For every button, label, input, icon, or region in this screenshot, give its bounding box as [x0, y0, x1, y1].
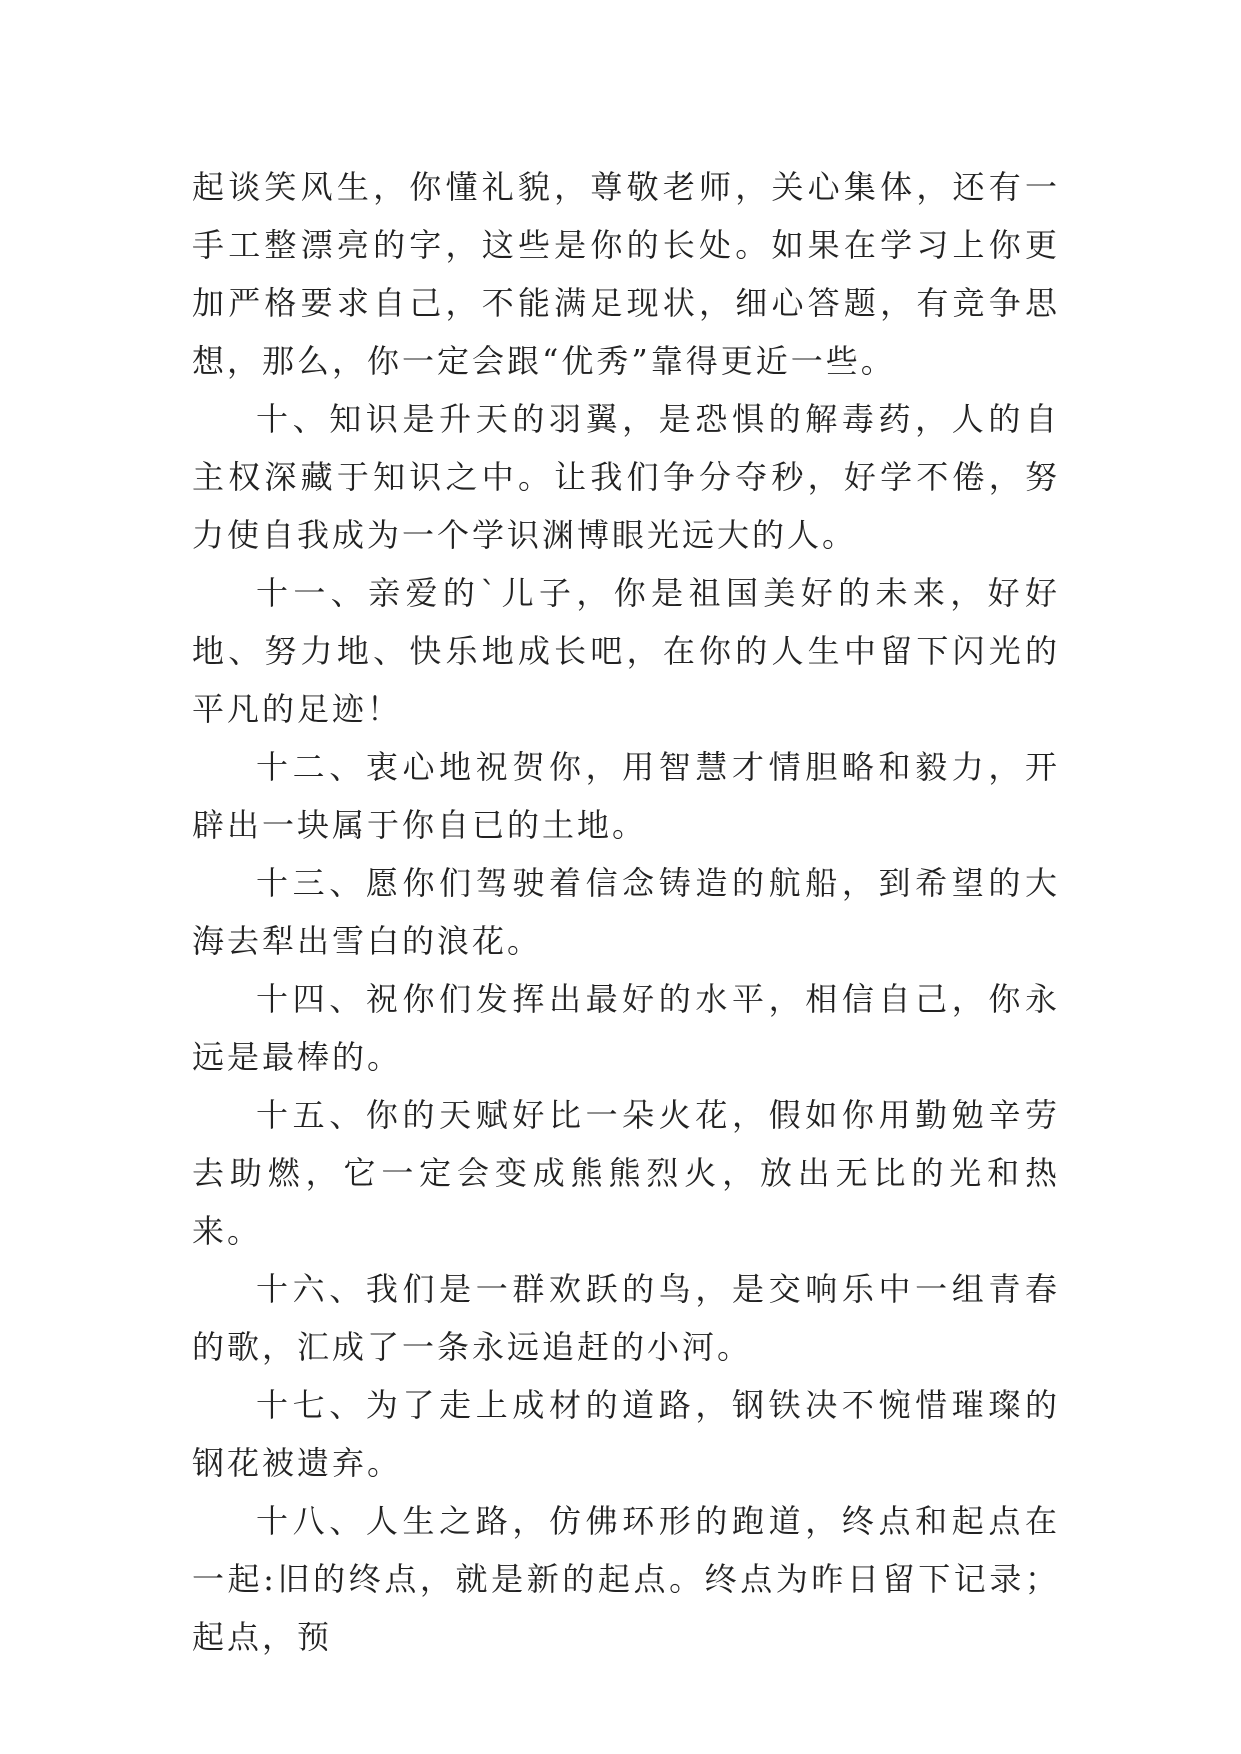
paragraph-13: 十三、愿你们驾驶着信念铸造的航船，到希望的大海去犁出雪白的浪花。	[192, 864, 1060, 960]
paragraph-15: 十五、你的天赋好比一朵火花，假如你用勤勉辛劳去助燃，它一定会变成熊熊烈火，放出无比的光和热来。	[192, 1096, 1060, 1250]
paragraph-18: 十八、人生之路，仿佛环形的跑道，终点和起点在一起:旧的终点，就是新的起点。终点为昨日留下记录；起点，预	[192, 1502, 1060, 1656]
paragraph-11: 十一、亲爱的`儿子，你是祖国美好的未来，好好地、努力地、快乐地成长吧，在你的人生中留下闪光的平凡的足迹！	[192, 574, 1060, 728]
paragraph-12: 十二、衷心地祝贺你，用智慧才情胆略和毅力，开辟出一块属于你自已的土地。	[192, 748, 1060, 844]
paragraph-10: 十、知识是升天的羽翼，是恐惧的解毒药，人的自主权深藏于知识之中。让我们争分夺秒，好学不倦，努力使自我成为一个学识渊博眼光远大的人。	[192, 400, 1060, 554]
document-body	[192, 158, 1060, 1666]
paragraph-17: 十七、为了走上成材的道路，钢铁决不惋惜璀璨的钢花被遗弃。	[192, 1386, 1060, 1482]
paragraph-14: 十四、祝你们发挥出最好的水平，相信自己，你永远是最棒的。	[192, 980, 1060, 1076]
paragraph-continuation: 起谈笑风生，你懂礼貌，尊敬老师，关心集体，还有一手工整漂亮的字，这些是你的长处。如果在学习上你更加严格要求自己，不能满足现状，细心答题，有竞争思想，那么，你一定会跟“优秀”靠得更近一些。	[192, 168, 1060, 380]
paragraph-16: 十六、我们是一群欢跃的鸟，是交响乐中一组青春的歌，汇成了一条永远追赶的小河。	[192, 1270, 1060, 1366]
